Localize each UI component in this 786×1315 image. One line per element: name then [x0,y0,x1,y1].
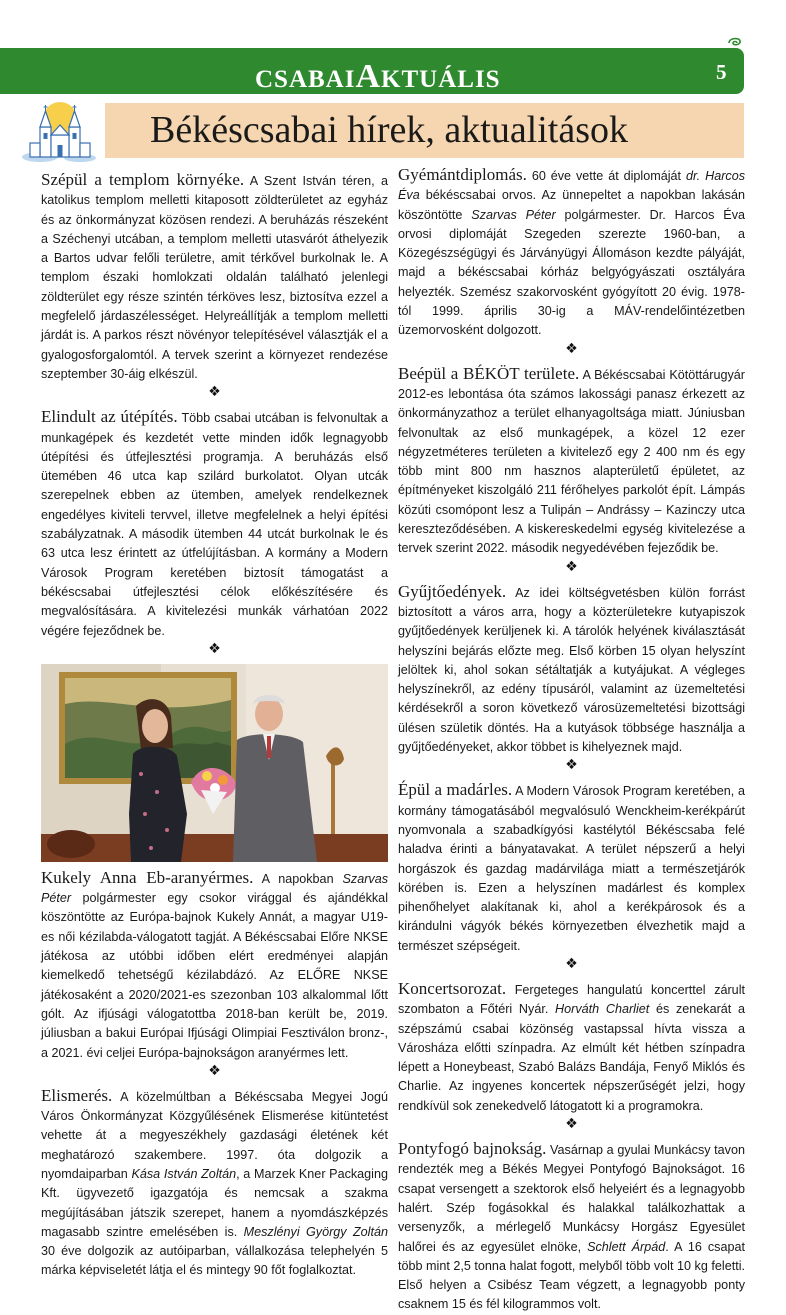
diamond-ornament-icon: ❖ [208,384,221,401]
article-body: polgármester egy csokor virággal és ajándékkal köszöntötte az Európa-bajnok Kukely Annát, a magyar U19-es női kézilabda-válogatott tagját. A Békéscsabai Előre NKSE játékosa az utóbbi időben elért eredményei alapján kiemelkedő tehetségű kézilabdázó. Az ELŐRE NKSE játékosaként a 2020/2021-es szezonban 103 alkalommal lőtt gólt. Az ifjúsági válogatottba 2018-ban került be, 2019. júliusban a bakui Európai Ifjúsági Olimpiai Fesztiválon bronz-, a 2021. évi celjei Európa-bajnokságon aranyérmes lett. [41,891,388,1060]
person-name: Horváth Charliet [555,1002,650,1017]
article-body: polgármester. Dr. Harcos Éva orvosi diplomáját Szegeden szerezte 1960-ban, a Közegészségügyi és Járványügyi Állomáson kezdte pályáját, majd a békéscsabai kórház belgyógyászati osztályára helyezték. Szemész szakorvosként gyógyított 20 évig. 1978-tól 1999. április 30-ig a MÁV-rendelőintézetben üzemorvosként dolgozott. [398,207,746,338]
article-body: A Modern Városok Program keretében, a kormány támogatásából megvalósuló Wenckheim-kerékpárút nyomvonala a szabadkígyósi kastélytól Békéscsaba felé haladva érinti a bányatavakat. A terület népszerű a helyi horgászok és gazdag madárvilága miatt a természetjárók körében is. Ezen a helyszínen madárlest és komplex pihenőhelyet alakítanak ki, ahol a kerékpárosok és a kirándulni vágyók békés környezetben élvezhetik majd a természet szépségeit. [398,784,746,953]
photo-kukely-anna [41,664,388,862]
article-title: Pontyfogó bajnokság. [398,1139,547,1159]
article-koncertsorozat [398,979,745,1116]
article-title: Beépül a BÉKÖT területe. [398,363,580,383]
article-gyujtoedenyek [398,582,745,758]
article-title: Gyémántdiplomás. [398,165,527,184]
person-name: Kása István Zoltán [131,1166,237,1181]
diamond-ornament-icon: ❖ [565,558,578,575]
right-column [398,165,745,1315]
article-body: békéscsabai orvos. Az ünnepeltet a napokban lakásán köszöntötte [398,188,745,222]
article-utepites [41,407,388,641]
article-body: A Szent István téren, a katolikus templom melletti kitaposott zöldterületet az egyház és az önkormányzat közösen rendezi. A beruházás részeként a Széchenyi utcában, a templom melletti utasvárót áthelyezik a Bartos udvar felőli területre, amit térkővel burkolnak le. A templom északi homlokzati oldalán található jelenlegi zöldterület egy része szintén térköves lesz, biztosítva ezzel a megfelelő járdaszélességet. Helyreállítják a templom melletti járdát is. A parkos részt növényor telepítésével választják el a gyalogosforgalomtól. A tervek szerint a környezet rendezése szeptember 30-áig elkészül. [41,174,388,381]
article-madarles [398,780,745,956]
person-name: Schlett Árpád [587,1239,666,1254]
article-title: Gyűjtőedények. [398,581,507,601]
article-body: Több csabai utcában is felvonultak a munkagépek és kezdetét vette minden idők legnagyobb útépítési és útfejlesztési programja. A beruházás első ütemében 46 utca kap szilárd burkolatot. Olyan utcák szerepelnek ebben az ütemben, amelyek rendelkeznek engedélyes kiviteli tervvel, illetve megfelelnek a helyi építési szabályzatnak. A második ütemben 44 utcát burkolnak le és 63 utca lesz érintett az útfelújításban. A kormány a Modern Városok Program keretében biztosít támogatást a békéscsabai útfejlesztési célok előkészítésére és megvalósítására. A kivitelezési munkák várhatóan 2022 végére fejeződnek be. [41,411,388,638]
article-body: Vasárnap a gyulai Munkácsy tavon rendezték meg a Békés Megyei Pontyfogó Bajnokságot. 16 csapat versengett a szektorok első helyeiért és a legnagyobb halért. Szép fogásokkal és halakkal találkozhattak a versenyzők, a mérlegelő Munkácsy Horgász Egyesület halőrei és az egyesület elnöke, [398,1143,745,1254]
article-body: , a Marzek Kner Packaging Kft. ügyvezető igazgatója és nemcsak a szakma megújításában játszik szerepet, hanem a nyomdászképzés magasabb szintre emelésében is. [41,1166,388,1239]
article-title: Elismerés. [41,1085,113,1105]
magazine-title-prefix: CSABAI [255,66,356,93]
person-name: dr. Harcos Éva [398,169,745,203]
left-column [41,170,388,1281]
diamond-ornament-icon: ❖ [565,955,578,972]
article-title: Kukely Anna Eb-aranyérmes. [41,867,254,887]
section-title: Békéscsabai hírek, aktualitások [150,109,629,151]
person-name: Szarvas Péter [471,207,556,222]
diamond-ornament-icon: ❖ [565,757,578,774]
church-illustration-icon [20,97,100,165]
diamond-ornament-icon: ❖ [208,640,221,657]
diamond-ornament-icon: ❖ [565,1116,578,1133]
article-title: Koncertsorozat. [398,978,507,998]
article-body: A közelmúltban a Békéscsaba Megyei Jogú Város Önkormányzat Közgyűlésének Elismerése kitüntetést vehette át a megyeszékhely gazdasági életének két meghatározó szakembere. 1997. óta dolgozik a nyomdaiparban [41,1089,388,1181]
article-body: 30 éve dolgozik az autóiparban, vállalkozása telephelyén 5 márka képviseletét látja el és mintegy 90 főt foglalkoztat. [41,1244,388,1278]
magazine-title-initial: A [355,58,382,95]
magazine-title-rest: KTUÁLIS [381,66,501,93]
page-number: 5 [716,60,727,84]
article-body: A Békéscsabai Kötöttárugyár 2012-es lebontása óta számos lakossági panasz érkezett az önkormányzathoz a terület elhanyagoltsága miatt. Júniusban felvonultak az első munkagépek, a közel 12 ezer négyzetméteres területen a kivitelező egy 2 400 nm és egy több mint 800 nm hasznos alapterületű épületet, az építményeket kiszolgáló 211 férőhelyes parkolót épít. Lámpás közúti csomópont lesz a Tulipán – Andrássy – Kazinczy utca kereszteződésében. A kiskereskedelmi egység kivitelezése a tervek szerint 2022. második negyedévében fejeződik be. [398,367,745,556]
diamond-ornament-icon: ❖ [565,340,578,357]
article-pontyfogo [398,1139,745,1315]
article-body: Fergeteges hangulatú koncerttel zárult szombaton a Főtéri Nyár. [398,982,745,1017]
article-gyemantdiplomas [398,165,745,341]
article-kukely [41,868,388,1063]
article-elismeres [41,1086,388,1281]
article-body: A napokban [253,871,343,886]
person-name: Szarvas Péter [41,871,388,906]
corner-swirl-icon [727,36,743,48]
diamond-ornament-icon: ❖ [208,1062,221,1079]
article-body: 60 éve vette át diplomáját [526,169,686,183]
article-title: Szépül a templom környéke. [41,170,245,189]
article-title: Épül a madárles. [398,780,513,800]
article-body: Az idei költségvetésben külön forrást biztosított a város arra, hogy a közterületekre kutyapiszok gyűjtőedények kerüljenek ki. A tárolók helyének kiválasztását helyszíni bejárás előzte meg. Első körben 15 olyan helyszínt jelöltek ki, ahol sokan sétáltatják a kutyájukat. A végleges helyszínekről, az edény típusáról, valamint az üzemeltetési kérdésekről a soron következő városüzemeltetési bizottsági ülésen születik döntés. Ha a kutyások többsége használja a gyűjtőedényeket, akkor többet is kihelyeznek majd. [398,585,745,755]
person-name: Meszlényi György Zoltán [243,1224,388,1239]
magazine-title [255,58,501,96]
article-body: . A 16 csapat több mint 2,5 tonna halat fogott, melyből több volt 10 kg feletti. Első helyen a Csibész Team végzett, a legnagyobb ponty csaknem 15 és fél kilogrammos volt. [398,1239,745,1312]
article-bekot [398,364,745,559]
article-title: Elindult az útépítés. [41,407,178,427]
article-templom [41,170,388,384]
article-body: és zenekarát a szépszámú csabai közönség vastapssal hívta vissza a Városháza előtti színpadra. Az elmúlt két hétben színpadra lépett a Honeybeast, Szabó Balázs Bandája, Fenyő Miklós és Charlie. Az ingyenes koncertek népszerűségét jelzi, hogy rendkívül sok zenekedvelő látogatott ki a programokra. [398,1002,745,1113]
